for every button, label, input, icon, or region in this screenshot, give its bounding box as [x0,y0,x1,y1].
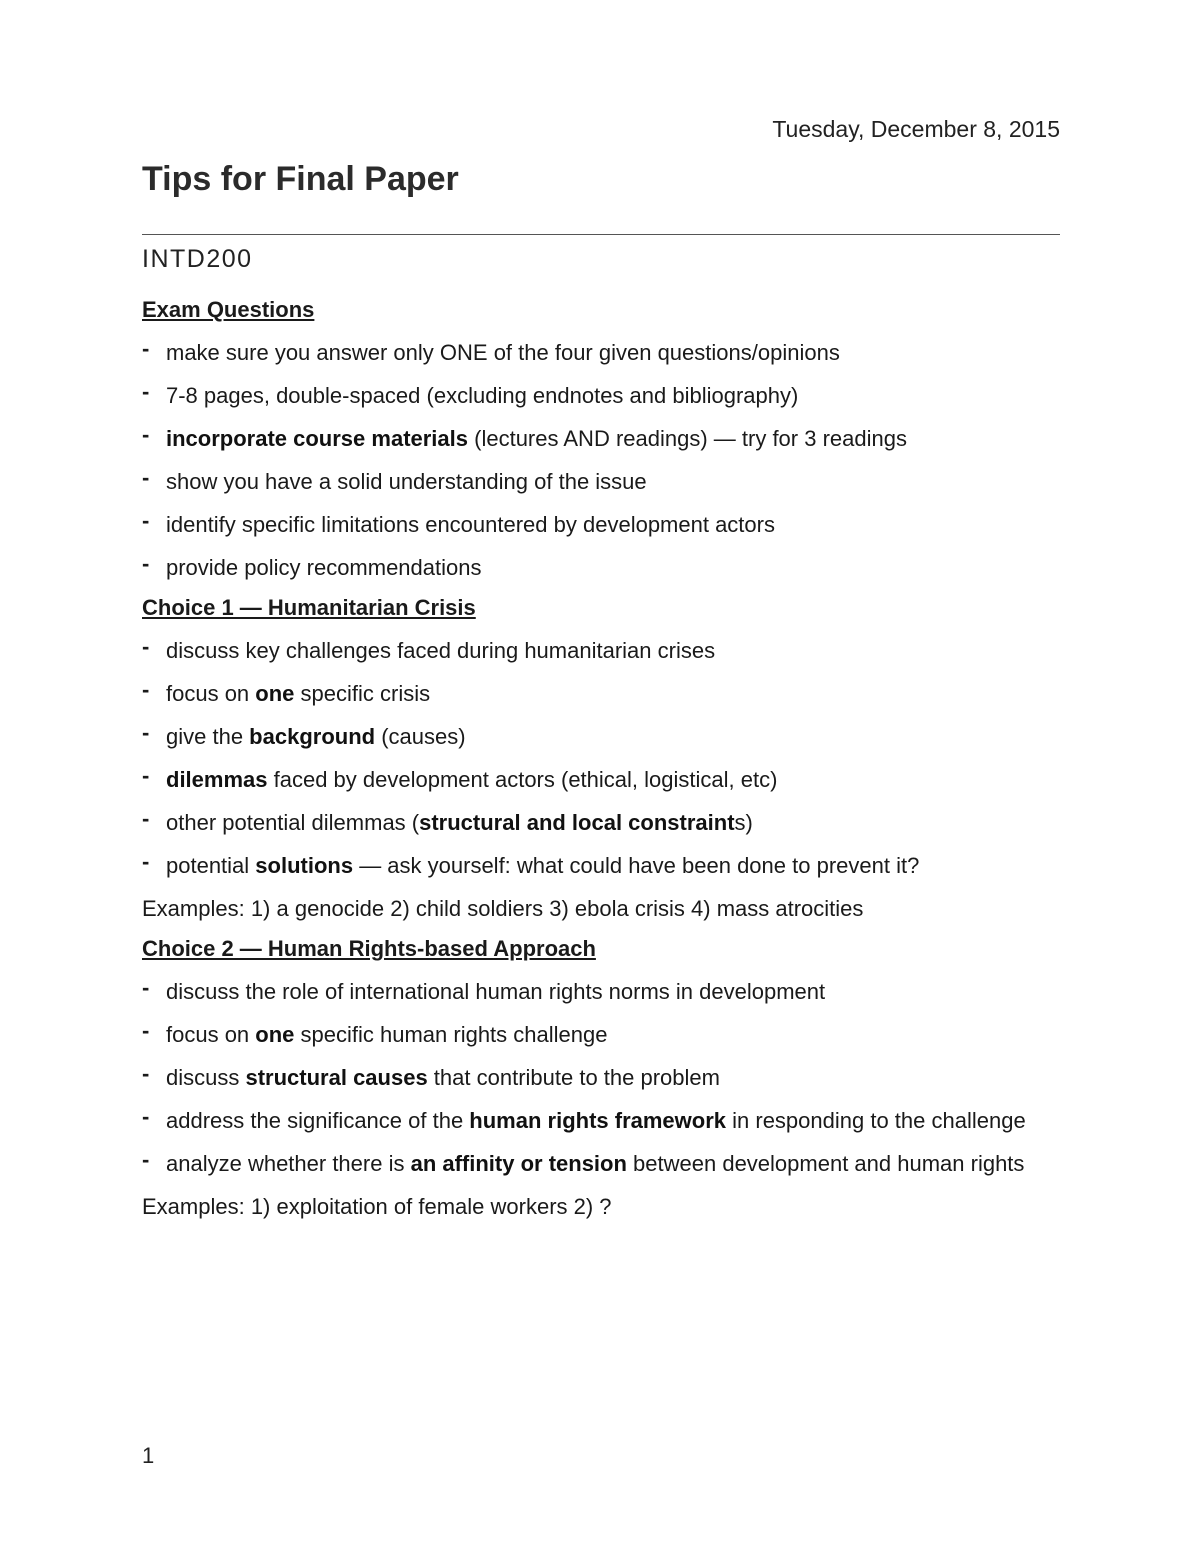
bullet-dash: - [142,508,150,533]
bullet-dash: - [142,422,150,447]
document-body [142,296,1060,1220]
bullet-dash: - [142,763,150,788]
bullet-dash: - [142,634,150,659]
section-heading: Choice 1 — Humanitarian Crisis [142,595,476,620]
list-item [142,1061,1060,1091]
section-heading: Choice 2 — Human Rights-based Approach [142,936,596,961]
bullet-dash: - [142,975,150,1000]
document-title: Tips for Final Paper [142,160,459,198]
list-item [142,720,1060,750]
emphasized-text: background [249,724,376,749]
list-item-text: discuss [166,1065,246,1090]
list-item [142,379,1060,409]
bullet-dash: - [142,1147,150,1172]
list-item-text: focus on [166,681,256,706]
emphasized-text: dilemmas [166,767,268,792]
bullet-dash: - [142,849,150,874]
emphasized-text: solutions [255,853,354,878]
list-item [142,806,1060,836]
list-item-text: specific human rights challenge [294,1022,608,1047]
section-heading: Exam Questions [142,297,315,322]
list-item-text: specific crisis [294,681,431,706]
list-item-text: identify specific limitations encountered by development actors [166,512,775,537]
list-item-text: discuss the role of international human rights norms in development [166,979,826,1004]
emphasized-text: structural causes [245,1065,428,1090]
list-item-text: discuss key challenges faced during humanitarian crises [166,638,716,663]
emphasized-text: structural and local constraint [419,810,735,835]
list-item-text: show you have a solid understanding of the issue [166,469,647,494]
examples-line: Examples: 1) a genocide 2) child soldiers 3) ebola crisis 4) mass atrocities [142,896,864,921]
bullet-dash: - [142,677,150,702]
list-item-text: s) [734,810,753,835]
bullet-list [142,975,1060,1177]
list-item-text: make sure you answer only ONE of the four given questions/opinions [166,340,840,365]
bullet-dash: - [142,379,150,404]
examples-line: Examples: 1) exploitation of female workers 2) ? [142,1194,612,1219]
list-item-text: (lectures AND readings) — try for 3 readings [468,426,907,451]
title-divider [142,234,1060,235]
list-item [142,634,1060,664]
list-item-text: give the [166,724,250,749]
emphasized-text: incorporate course materials [166,426,469,451]
list-item [142,1147,1060,1177]
list-item-text: analyze whether there is [166,1151,411,1176]
emphasized-text: human rights framework [469,1108,727,1133]
list-item-text: (causes) [375,724,466,749]
bullet-dash: - [142,465,150,490]
list-item-text: potential [166,853,256,878]
list-item [142,336,1060,366]
emphasized-text: one [255,1022,295,1047]
list-item [142,422,1060,452]
bullet-dash: - [142,1061,150,1086]
list-item [142,763,1060,793]
list-item [142,508,1060,538]
list-item [142,677,1060,707]
bullet-dash: - [142,720,150,745]
emphasized-text: an affinity or tension [410,1151,627,1176]
bullet-dash: - [142,551,150,576]
list-item-text: focus on [166,1022,256,1047]
page-number: 1 [142,1443,155,1468]
bullet-dash: - [142,336,150,361]
list-item-text: other potential dilemmas ( [166,810,420,835]
list-item-text: faced by development actors (ethical, logistical, etc) [267,767,778,792]
list-item-text: between development and human rights [626,1151,1025,1176]
list-item-text: provide policy recommendations [166,555,482,580]
bullet-list [142,634,1060,879]
list-item [142,849,1060,879]
bullet-dash: - [142,1018,150,1043]
list-item-text: address the significance of the [166,1108,470,1133]
list-item-text: in responding to the challenge [726,1108,1026,1133]
bullet-dash: - [142,806,150,831]
list-item-text: 7-8 pages, double-spaced (excluding endnotes and bibliography) [166,383,799,408]
list-item [142,465,1060,495]
list-item [142,551,1060,581]
document-date: Tuesday, December 8, 2015 [772,116,1060,142]
list-item-text: — ask yourself: what could have been done to prevent it? [353,853,920,878]
bullet-dash: - [142,1104,150,1129]
list-item [142,975,1060,1005]
emphasized-text: one [255,681,295,706]
list-item-text: that contribute to the problem [427,1065,720,1090]
course-code: INTD200 [142,245,253,273]
bullet-list [142,336,1060,581]
list-item [142,1104,1060,1134]
list-item [142,1018,1060,1048]
